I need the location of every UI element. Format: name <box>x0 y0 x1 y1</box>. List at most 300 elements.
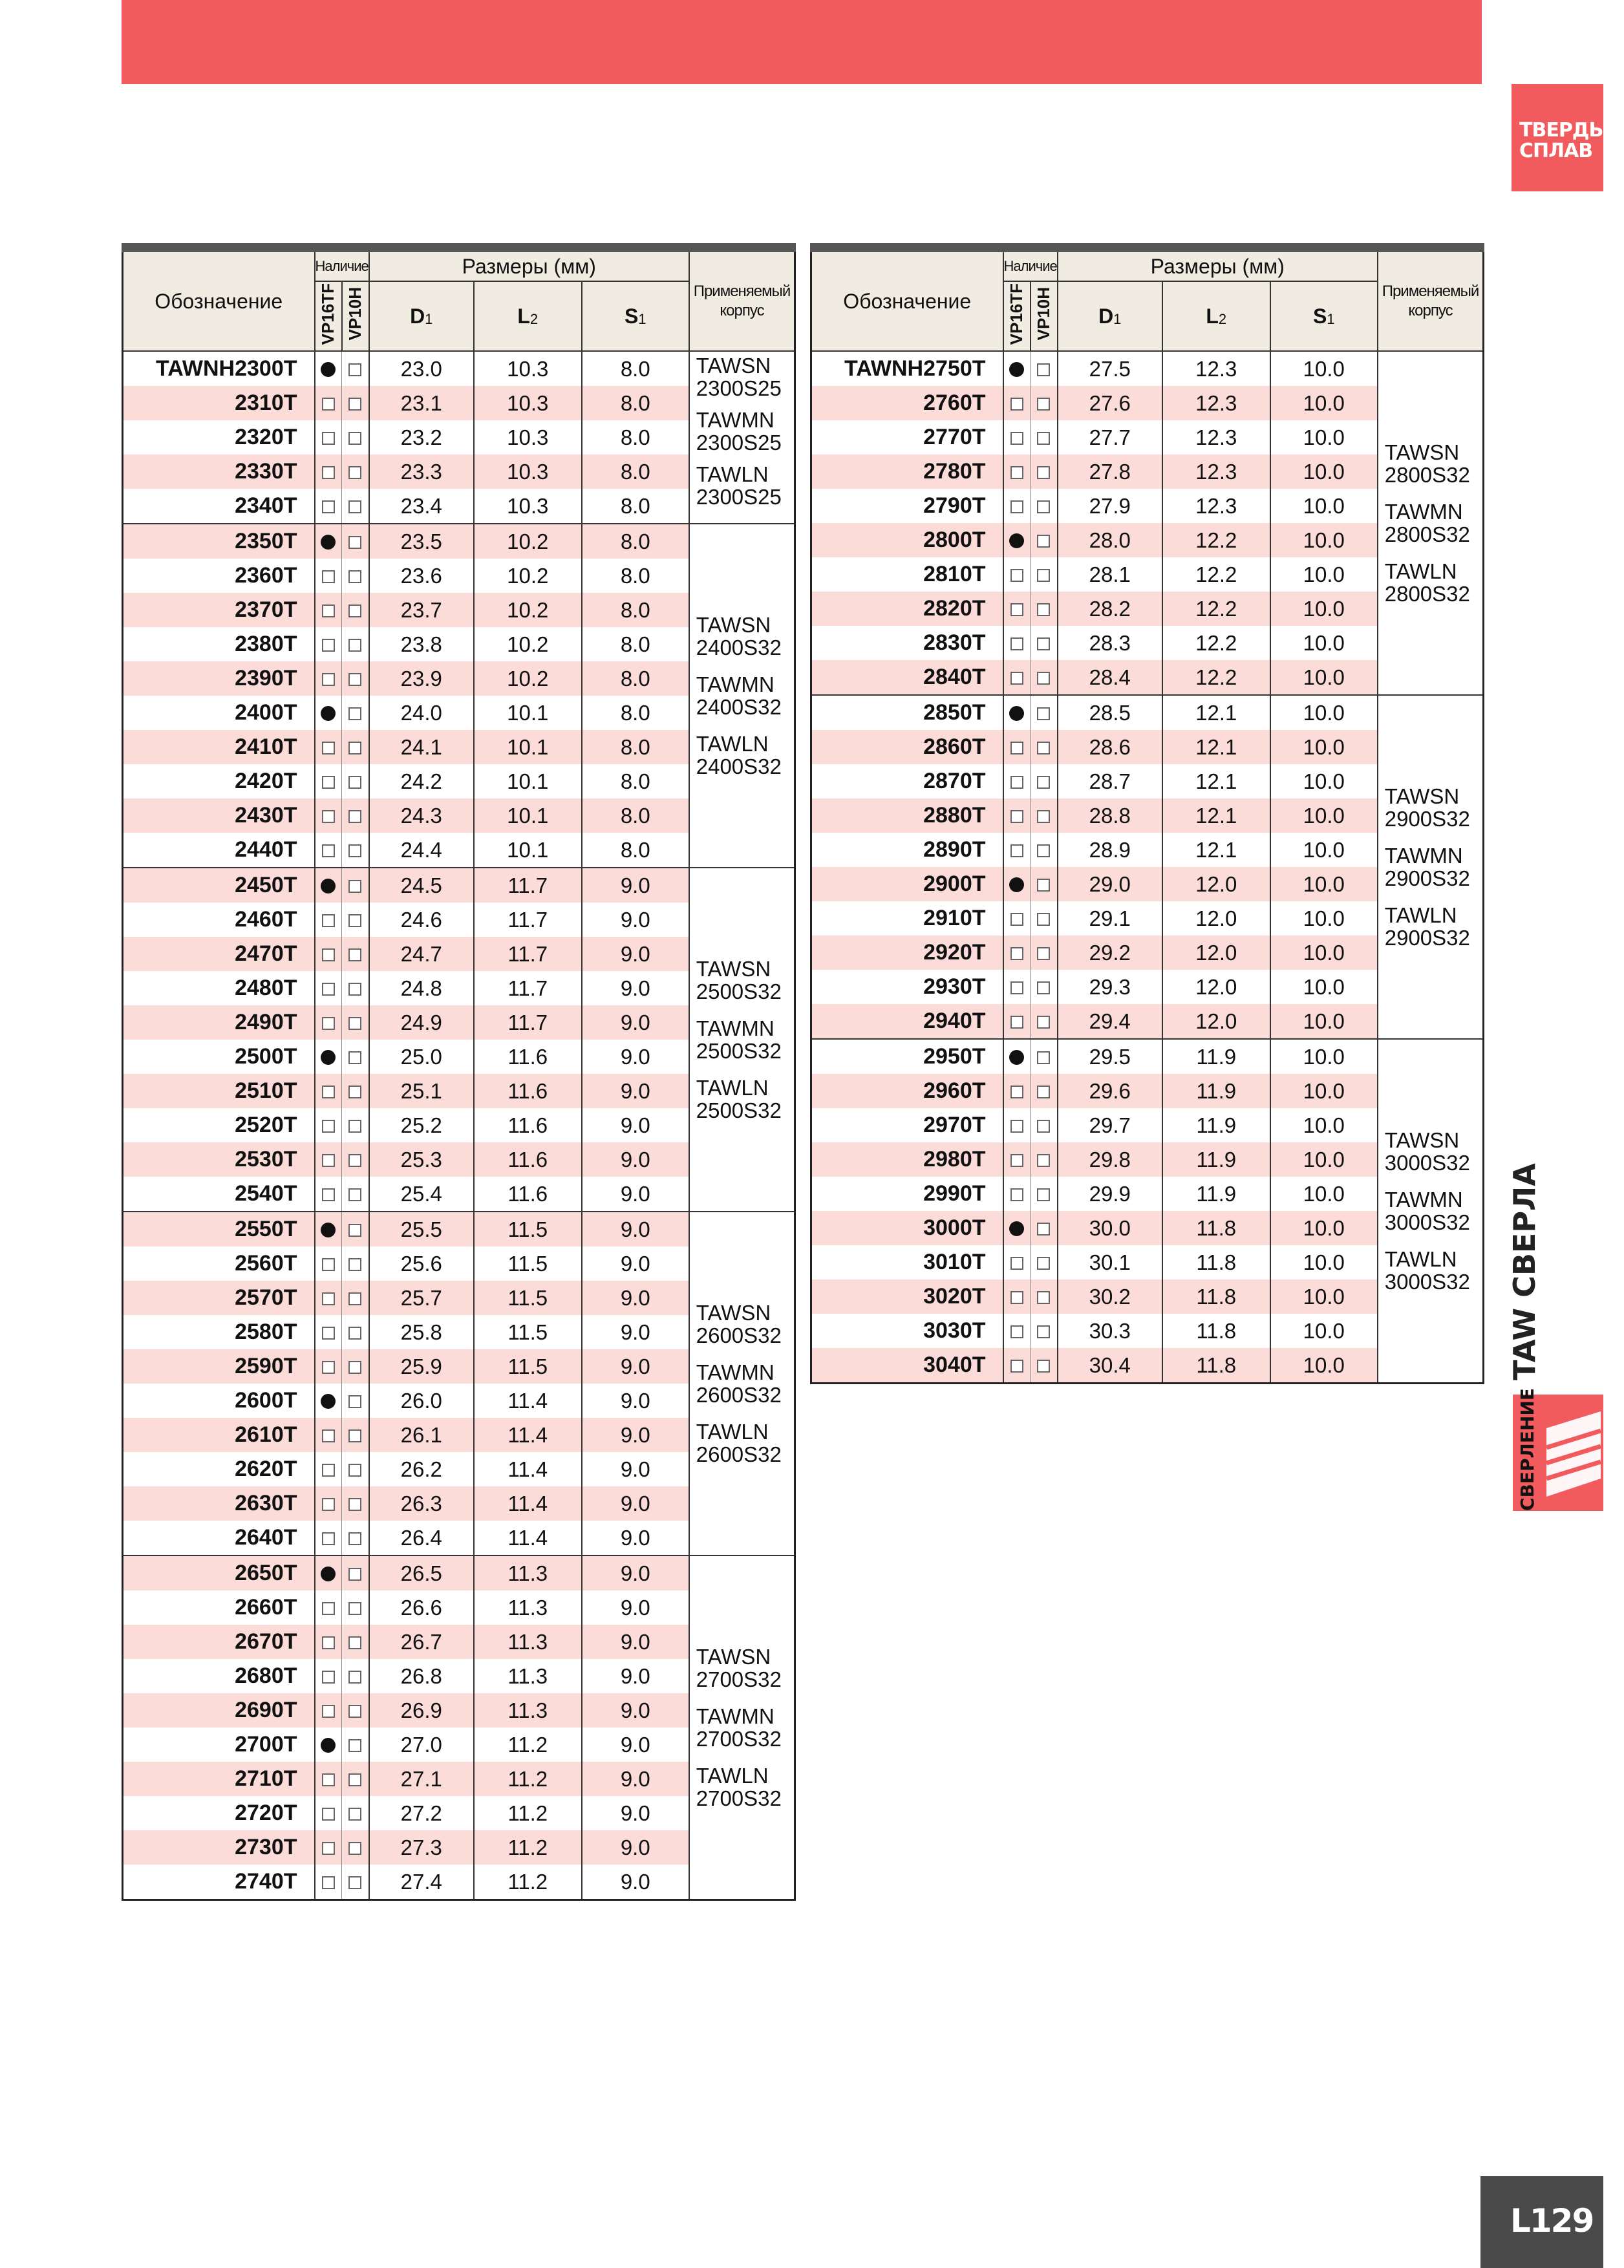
made-to-order-icon <box>348 983 361 996</box>
availability-cell <box>1003 1108 1031 1142</box>
body-model-line: TAWMN <box>1384 844 1463 868</box>
made-to-order-icon <box>1037 363 1050 376</box>
d1-subscript: 1 <box>425 310 433 327</box>
body-model <box>1385 785 1483 830</box>
body-model-line: TAWSN <box>696 613 771 637</box>
s1-cell: 9.0 <box>582 1005 689 1040</box>
d1-cell: 27.2 <box>369 1796 474 1830</box>
in-stock-icon <box>321 1567 336 1581</box>
s1-cell: 10.0 <box>1270 386 1378 420</box>
designation-cell: TAWNH2300T <box>123 351 315 386</box>
dimensions-header: Размеры (мм) <box>1058 248 1378 281</box>
availability-cell <box>342 833 369 868</box>
made-to-order-icon <box>1010 844 1023 857</box>
availability-cell <box>1031 1142 1058 1177</box>
designation-cell: 2740T <box>123 1865 315 1900</box>
s1-cell: 10.0 <box>1270 455 1378 489</box>
designation-cell: 2880T <box>811 798 1003 833</box>
availability-cell <box>342 1659 369 1693</box>
designation-cell: 2520T <box>123 1108 315 1142</box>
body-model-line: TAWSN <box>1384 440 1460 464</box>
d1-cell: 23.2 <box>369 420 474 455</box>
grade2-header <box>1031 281 1058 351</box>
d1-cell: 25.0 <box>369 1040 474 1074</box>
body-model <box>696 957 795 1003</box>
availability-cell <box>315 1246 342 1281</box>
availability-cell <box>1031 901 1058 936</box>
d1-cell: 26.8 <box>369 1659 474 1693</box>
s1-cell: 8.0 <box>582 420 689 455</box>
l2-cell: 10.3 <box>474 420 582 455</box>
body-model <box>1385 441 1483 486</box>
made-to-order-icon <box>322 639 335 652</box>
body-header-line1: Применяемый <box>693 283 791 300</box>
made-to-order-icon <box>322 1705 335 1718</box>
body-model-line: 2700S32 <box>696 1667 782 1691</box>
availability-cell <box>1031 557 1058 592</box>
d1-cell: 24.8 <box>369 971 474 1005</box>
made-to-order-icon <box>1010 637 1023 650</box>
body-model-line: 2500S32 <box>696 1039 782 1063</box>
s1-cell: 8.0 <box>582 524 689 559</box>
availability-cell <box>342 455 369 489</box>
l2-cell: 11.3 <box>474 1590 582 1625</box>
availability-cell <box>342 627 369 661</box>
s1-cell: 10.0 <box>1270 1039 1378 1074</box>
body-model-line: 2400S32 <box>696 636 782 659</box>
made-to-order-icon <box>1037 947 1050 960</box>
designation-cell: 2640T <box>123 1521 315 1556</box>
made-to-order-icon <box>322 983 335 996</box>
l2-cell: 10.1 <box>474 764 582 798</box>
made-to-order-icon <box>1037 844 1050 857</box>
made-to-order-icon <box>348 1292 361 1305</box>
body-model-line: 2300S25 <box>696 376 782 400</box>
in-stock-icon <box>1009 533 1024 548</box>
availability-cell <box>1031 351 1058 386</box>
designation-cell: 3020T <box>811 1279 1003 1314</box>
designation-cell: 2990T <box>811 1177 1003 1211</box>
made-to-order-icon <box>1010 776 1023 789</box>
availability-header: Наличие <box>315 248 369 281</box>
made-to-order-icon <box>322 776 335 789</box>
availability-cell <box>315 798 342 833</box>
designation-cell: 2580T <box>123 1315 315 1349</box>
in-stock-icon <box>1009 877 1024 892</box>
s1-cell: 10.0 <box>1270 626 1378 660</box>
availability-cell <box>1031 970 1058 1004</box>
s1-cell: 9.0 <box>582 1486 689 1521</box>
designation-header: Обозначение <box>123 248 315 351</box>
d1-cell: 24.2 <box>369 764 474 798</box>
s1-cell: 9.0 <box>582 1074 689 1108</box>
availability-cell <box>342 524 369 559</box>
section-label: СВЕРЛЕНИЕ <box>1517 1388 1538 1511</box>
s1-cell: 8.0 <box>582 489 689 524</box>
body-header <box>1378 248 1484 351</box>
d1-cell: 27.1 <box>369 1762 474 1796</box>
d1-cell: 24.5 <box>369 868 474 903</box>
made-to-order-icon <box>322 1842 335 1855</box>
d1-cell: 29.5 <box>1058 1039 1162 1074</box>
body-model-line: TAWSN <box>1384 1128 1460 1152</box>
made-to-order-icon <box>1037 981 1050 994</box>
body-cell <box>1378 695 1484 1039</box>
s1-cell: 9.0 <box>582 1728 689 1762</box>
body-model-line: TAWLN <box>1384 903 1457 927</box>
designation-cell: 2390T <box>123 661 315 696</box>
d1-cell: 30.3 <box>1058 1314 1162 1348</box>
made-to-order-icon <box>348 1429 361 1442</box>
header-row <box>811 248 1484 281</box>
body-model <box>1385 1188 1483 1234</box>
availability-cell <box>315 1762 342 1796</box>
body-model-line: TAWLN <box>696 462 769 486</box>
availability-cell <box>1031 489 1058 523</box>
designation-cell: 2900T <box>811 867 1003 901</box>
body-model <box>696 1017 795 1062</box>
availability-cell <box>342 1762 369 1796</box>
made-to-order-icon <box>348 1705 361 1718</box>
table-header <box>811 248 1484 351</box>
d1-cell: 23.9 <box>369 661 474 696</box>
availability-cell <box>1031 1004 1058 1039</box>
l2-cell: 10.1 <box>474 833 582 868</box>
made-to-order-icon <box>1037 637 1050 650</box>
in-stock-icon <box>321 1394 336 1409</box>
availability-cell <box>315 1177 342 1212</box>
d1-cell: 25.2 <box>369 1108 474 1142</box>
body-model <box>696 673 795 718</box>
availability-cell <box>315 1418 342 1452</box>
l2-cell: 12.3 <box>1162 386 1270 420</box>
availability-cell <box>315 1142 342 1177</box>
s1-cell: 9.0 <box>582 1212 689 1246</box>
l2-cell: 11.8 <box>1162 1348 1270 1384</box>
designation-cell: 2530T <box>123 1142 315 1177</box>
made-to-order-icon <box>322 466 335 479</box>
designation-cell: 2630T <box>123 1486 315 1521</box>
grade2-label: VP10H <box>345 287 365 341</box>
availability-cell <box>342 1040 369 1074</box>
designation-cell: 2890T <box>811 833 1003 867</box>
availability-cell <box>1003 1245 1031 1279</box>
l2-cell: 12.2 <box>1162 592 1270 626</box>
availability-cell <box>315 1728 342 1762</box>
availability-cell <box>1003 730 1031 764</box>
table-body <box>811 351 1484 1384</box>
d1-cell: 30.0 <box>1058 1211 1162 1245</box>
body-model <box>1385 560 1483 605</box>
made-to-order-icon <box>322 1086 335 1098</box>
s1-cell: 9.0 <box>582 1590 689 1625</box>
d1-cell: 23.1 <box>369 386 474 420</box>
body-model-line: 2600S32 <box>696 1442 782 1466</box>
s1-cell: 10.0 <box>1270 420 1378 455</box>
s1-cell: 9.0 <box>582 1693 689 1728</box>
designation-cell: 2480T <box>123 971 315 1005</box>
designation-cell: 2510T <box>123 1074 315 1108</box>
page-number: L129 <box>1480 2176 1603 2268</box>
designation-cell: 2320T <box>123 420 315 455</box>
body-model-line: 2500S32 <box>696 979 782 1003</box>
body-model <box>1385 1129 1483 1174</box>
made-to-order-icon <box>348 1671 361 1684</box>
availability-cell <box>342 1315 369 1349</box>
body-model-line: TAWMN <box>696 1704 775 1728</box>
availability-cell <box>315 1108 342 1142</box>
l2-cell: 10.2 <box>474 593 582 627</box>
made-to-order-icon <box>322 742 335 754</box>
l2-cell: 12.1 <box>1162 730 1270 764</box>
body-cell <box>1378 1039 1484 1384</box>
availability-cell <box>315 627 342 661</box>
in-stock-icon <box>1009 706 1024 721</box>
made-to-order-icon <box>1010 500 1023 513</box>
l2-cell: 12.2 <box>1162 523 1270 557</box>
availability-cell <box>342 1590 369 1625</box>
d1-cell: 24.3 <box>369 798 474 833</box>
made-to-order-icon <box>1010 1016 1023 1029</box>
d1-cell: 24.1 <box>369 730 474 764</box>
l2-cell: 11.2 <box>474 1728 582 1762</box>
designation-cell: 2920T <box>811 936 1003 970</box>
l2-cell: 11.6 <box>474 1142 582 1177</box>
designation-cell: 2560T <box>123 1246 315 1281</box>
availability-cell <box>1003 970 1031 1004</box>
s1-cell: 10.0 <box>1270 936 1378 970</box>
l2-cell: 11.4 <box>474 1521 582 1556</box>
designation-cell: 2910T <box>811 901 1003 936</box>
d1-cell: 27.3 <box>369 1830 474 1865</box>
designation-cell: 2340T <box>123 489 315 524</box>
d1-cell: 29.9 <box>1058 1177 1162 1211</box>
designation-cell: 2670T <box>123 1625 315 1659</box>
made-to-order-icon <box>1037 742 1050 754</box>
d1-cell: 24.9 <box>369 1005 474 1040</box>
availability-cell <box>1031 1279 1058 1314</box>
made-to-order-icon <box>322 1671 335 1684</box>
d1-cell: 26.0 <box>369 1384 474 1418</box>
availability-cell <box>315 764 342 798</box>
availability-cell <box>342 1625 369 1659</box>
d1-cell: 30.2 <box>1058 1279 1162 1314</box>
availability-cell <box>315 1005 342 1040</box>
d1-cell: 29.0 <box>1058 867 1162 901</box>
made-to-order-icon <box>348 1739 361 1752</box>
availability-cell <box>315 1384 342 1418</box>
designation-cell: 2850T <box>811 695 1003 730</box>
availability-cell <box>1031 867 1058 901</box>
l2-cell: 11.6 <box>474 1108 582 1142</box>
availability-cell <box>1003 660 1031 695</box>
designation-cell: 2370T <box>123 593 315 627</box>
d1-cell: 24.4 <box>369 833 474 868</box>
designation-cell: 2310T <box>123 386 315 420</box>
d1-cell: 28.7 <box>1058 764 1162 798</box>
availability-cell <box>1003 1348 1031 1384</box>
designation-cell: 2700T <box>123 1728 315 1762</box>
made-to-order-icon <box>1037 500 1050 513</box>
made-to-order-icon <box>348 466 361 479</box>
body-model <box>696 1301 795 1347</box>
availability-cell <box>342 1796 369 1830</box>
body-model-line: 2400S32 <box>696 754 782 778</box>
availability-cell <box>1003 833 1031 867</box>
l2-subscript: 2 <box>1218 310 1227 327</box>
availability-cell <box>315 524 342 559</box>
d1-cell: 25.5 <box>369 1212 474 1246</box>
made-to-order-icon <box>348 1086 361 1098</box>
body-header <box>689 248 795 351</box>
availability-cell <box>315 1315 342 1349</box>
made-to-order-icon <box>322 1017 335 1030</box>
body-model <box>696 354 795 400</box>
made-to-order-icon <box>1037 672 1050 685</box>
made-to-order-icon <box>1010 466 1023 479</box>
s1-cell: 10.0 <box>1270 1245 1378 1279</box>
s1-subscript: 1 <box>1327 310 1335 327</box>
s1-cell: 10.0 <box>1270 489 1378 523</box>
in-stock-icon <box>1009 362 1024 377</box>
l2-header <box>474 281 582 351</box>
in-stock-icon <box>321 1738 336 1753</box>
s1-cell: 9.0 <box>582 1762 689 1796</box>
s1-cell: 9.0 <box>582 1108 689 1142</box>
d1-cell: 28.2 <box>1058 592 1162 626</box>
availability-cell <box>315 1486 342 1521</box>
s1-cell: 10.0 <box>1270 557 1378 592</box>
made-to-order-icon <box>1010 1257 1023 1270</box>
designation-cell: 2780T <box>811 455 1003 489</box>
in-stock-icon <box>321 1223 336 1237</box>
made-to-order-icon <box>348 1258 361 1271</box>
made-to-order-icon <box>322 398 335 411</box>
availability-cell <box>1003 420 1031 455</box>
availability-cell <box>1031 523 1058 557</box>
s1-cell: 9.0 <box>582 1177 689 1212</box>
d1-header <box>1058 281 1162 351</box>
designation-cell: 2460T <box>123 903 315 937</box>
made-to-order-icon <box>348 844 361 857</box>
availability-header: Наличие <box>1003 248 1058 281</box>
designation-cell: 2610T <box>123 1418 315 1452</box>
availability-cell <box>342 1418 369 1452</box>
l2-cell: 11.5 <box>474 1281 582 1315</box>
availability-cell <box>1031 420 1058 455</box>
l2-cell: 10.2 <box>474 559 582 593</box>
availability-cell <box>315 593 342 627</box>
availability-cell <box>315 730 342 764</box>
body-model-line: TAWSN <box>696 1645 771 1669</box>
body-model-line: TAWMN <box>1384 1188 1463 1212</box>
d1-cell: 28.0 <box>1058 523 1162 557</box>
made-to-order-icon <box>322 948 335 961</box>
l2-cell: 11.3 <box>474 1625 582 1659</box>
made-to-order-icon <box>322 1292 335 1305</box>
l2-cell: 10.3 <box>474 351 582 386</box>
d1-cell: 25.7 <box>369 1281 474 1315</box>
l2-cell: 11.9 <box>1162 1039 1270 1074</box>
made-to-order-icon <box>322 1429 335 1442</box>
in-stock-icon <box>1009 1050 1024 1065</box>
l2-cell: 11.6 <box>474 1177 582 1212</box>
l2-cell: 12.3 <box>1162 489 1270 523</box>
s1-cell: 9.0 <box>582 937 689 971</box>
availability-cell <box>1003 695 1031 730</box>
section-tab <box>1513 1388 1603 1511</box>
l2-cell: 10.2 <box>474 627 582 661</box>
designation-cell: 2600T <box>123 1384 315 1418</box>
availability-cell <box>1031 455 1058 489</box>
availability-cell <box>315 1693 342 1728</box>
grade1-header <box>315 281 342 351</box>
s1-cell: 8.0 <box>582 351 689 386</box>
made-to-order-icon <box>322 1532 335 1545</box>
designation-cell: 3040T <box>811 1348 1003 1384</box>
l2-cell: 11.7 <box>474 903 582 937</box>
table-body <box>123 351 795 1900</box>
designation-cell: 2550T <box>123 1212 315 1246</box>
d1-cell: 29.6 <box>1058 1074 1162 1108</box>
body-cell <box>689 868 795 1212</box>
made-to-order-icon <box>1010 1120 1023 1133</box>
designation-cell: 2710T <box>123 1762 315 1796</box>
s1-cell: 9.0 <box>582 1521 689 1556</box>
l2-cell: 12.0 <box>1162 936 1270 970</box>
availability-cell <box>1003 557 1031 592</box>
body-model-line: 2700S32 <box>696 1727 782 1751</box>
s1-cell: 9.0 <box>582 1452 689 1486</box>
d1-cell: 25.1 <box>369 1074 474 1108</box>
table-row <box>123 1212 795 1246</box>
s1-cell: 10.0 <box>1270 1211 1378 1245</box>
made-to-order-icon <box>322 914 335 927</box>
d1-cell: 29.2 <box>1058 936 1162 970</box>
l2-cell: 11.6 <box>474 1074 582 1108</box>
s1-cell: 8.0 <box>582 764 689 798</box>
l2-cell: 10.3 <box>474 386 582 420</box>
d1-symbol: D <box>1098 304 1114 328</box>
availability-cell <box>315 1865 342 1900</box>
l2-symbol: L <box>1206 304 1219 328</box>
s1-cell: 10.0 <box>1270 592 1378 626</box>
body-model <box>696 1764 795 1810</box>
l2-cell: 11.8 <box>1162 1245 1270 1279</box>
availability-cell <box>1031 1314 1058 1348</box>
l2-cell: 10.1 <box>474 696 582 730</box>
availability-cell <box>315 1796 342 1830</box>
availability-cell <box>342 1177 369 1212</box>
designation-cell: 2940T <box>811 1004 1003 1039</box>
body-model <box>696 1645 795 1691</box>
made-to-order-icon <box>348 1120 361 1133</box>
made-to-order-icon <box>1037 1051 1050 1064</box>
d1-cell: 27.6 <box>1058 386 1162 420</box>
made-to-order-icon <box>1010 981 1023 994</box>
availability-cell <box>1031 1108 1058 1142</box>
availability-cell <box>1003 764 1031 798</box>
header-row <box>123 248 795 281</box>
designation-cell: 2760T <box>811 386 1003 420</box>
d1-cell: 24.0 <box>369 696 474 730</box>
availability-cell <box>342 798 369 833</box>
s1-cell: 10.0 <box>1270 695 1378 730</box>
d1-cell: 26.9 <box>369 1693 474 1728</box>
designation-cell: 2690T <box>123 1693 315 1728</box>
made-to-order-icon <box>322 1258 335 1271</box>
s1-cell: 10.0 <box>1270 1348 1378 1384</box>
